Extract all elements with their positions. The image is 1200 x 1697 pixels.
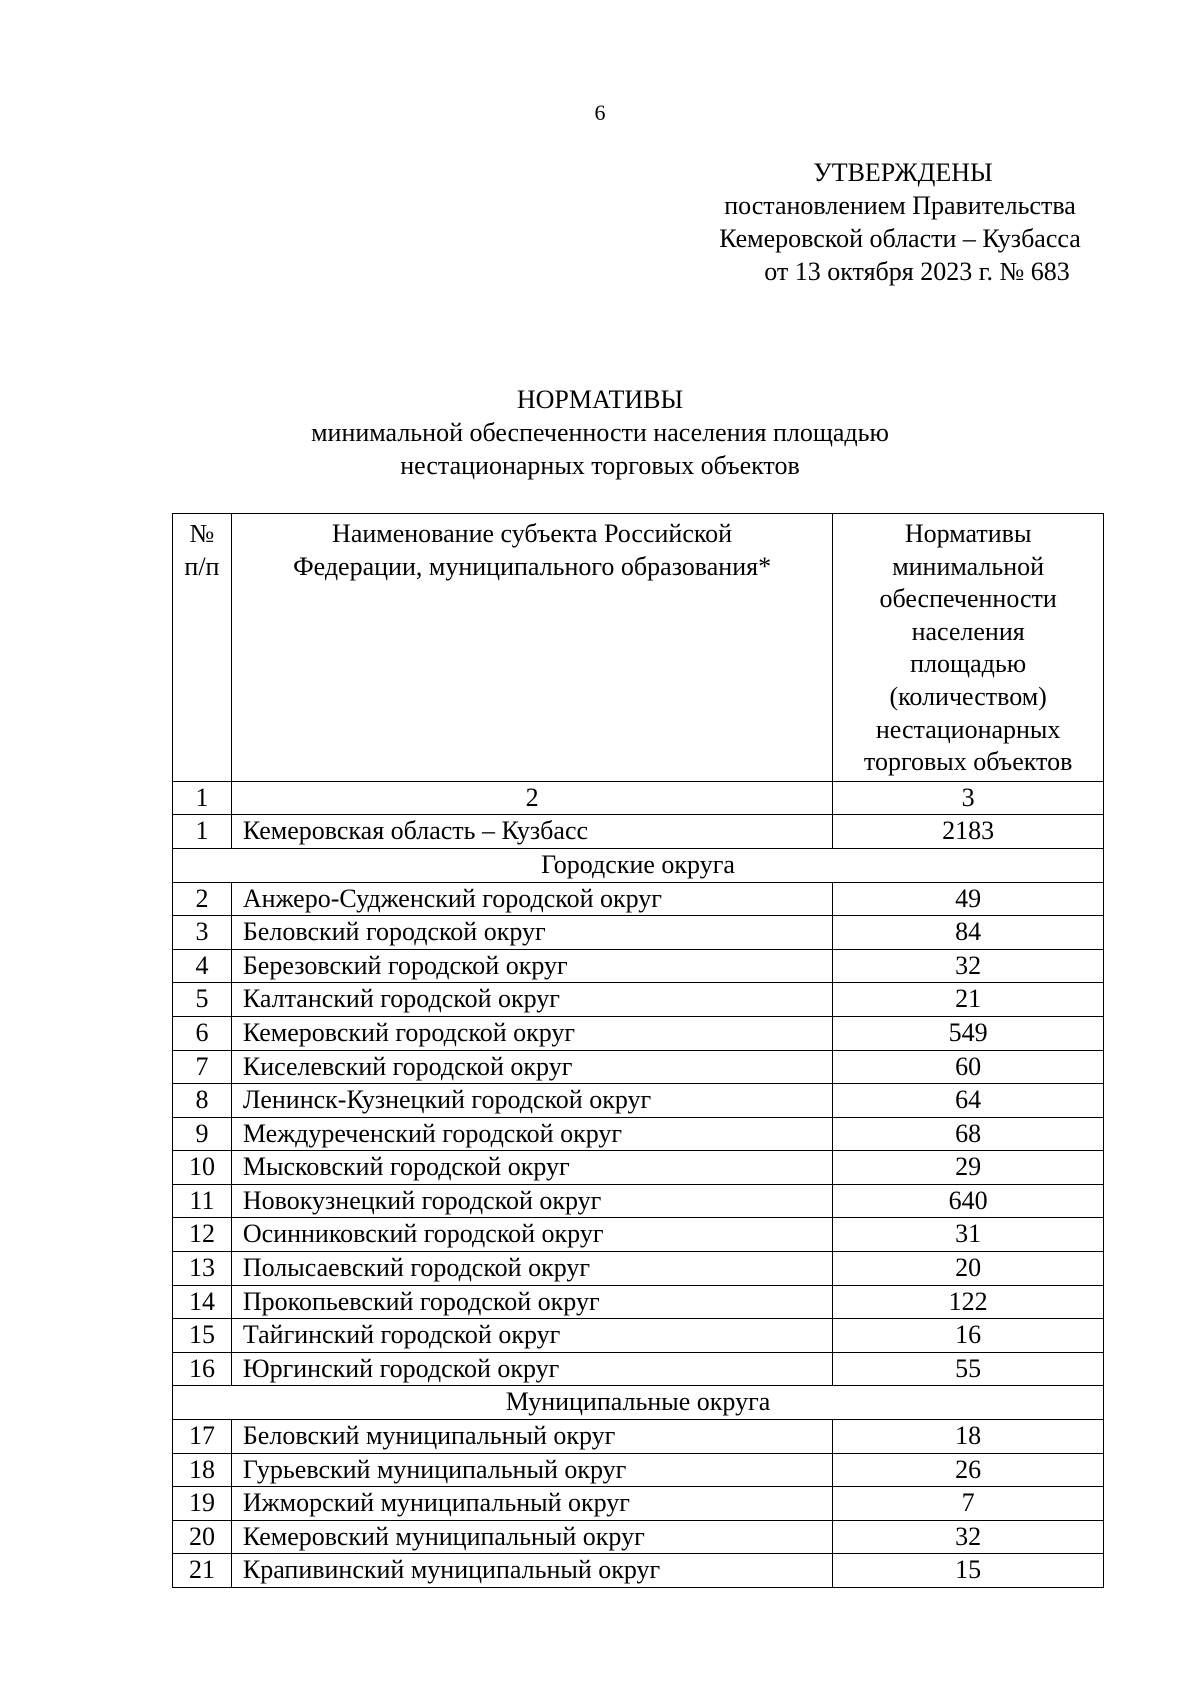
row-name: Крапивинский муниципальный округ [231, 1554, 832, 1588]
row-number: 12 [173, 1218, 232, 1252]
row-number: 3 [173, 916, 232, 950]
row-name: Ленинск-Кузнецкий городской округ [231, 1084, 832, 1118]
row-number: 17 [173, 1420, 232, 1454]
section-row-municipal [173, 1386, 1104, 1420]
title-line-2: минимальной обеспеченности населения площадью [311, 418, 889, 447]
column-number: 1 [173, 781, 232, 815]
section-row-city [173, 848, 1104, 882]
header-number [173, 514, 232, 782]
row-value: 68 [833, 1117, 1104, 1151]
table-row [173, 1151, 1104, 1185]
row-number: 4 [173, 949, 232, 983]
row-name: Полысаевский городской округ [231, 1252, 832, 1286]
approval-line-3: Кемеровской области – Кузбасса [719, 224, 1081, 253]
row-number: 5 [173, 983, 232, 1017]
title-heading: НОРМАТИВЫ [516, 385, 684, 414]
table-row [173, 1218, 1104, 1252]
row-name: Кемеровская область – Кузбасс [231, 815, 832, 849]
table-header-row [173, 514, 1104, 782]
row-number: 21 [173, 1554, 232, 1588]
row-value: 16 [833, 1319, 1104, 1353]
row-number: 1 [173, 815, 232, 849]
table-row [173, 1319, 1104, 1353]
section-title: Муниципальные округа [173, 1386, 1104, 1420]
column-number: 2 [231, 781, 832, 815]
header-value-line: площадью [910, 649, 1027, 679]
approval-heading: УТВЕРЖДЕНЫ [813, 158, 993, 187]
approval-block [690, 156, 1110, 288]
row-value: 20 [833, 1252, 1104, 1286]
header-value [833, 514, 1104, 782]
row-value: 32 [833, 1520, 1104, 1554]
row-name: Беловский городской округ [231, 916, 832, 950]
row-number: 8 [173, 1084, 232, 1118]
document-title [0, 383, 1200, 482]
header-number-symbol: № [189, 519, 215, 548]
row-number: 14 [173, 1285, 232, 1319]
row-value: 60 [833, 1050, 1104, 1084]
page-number: 6 [594, 100, 606, 125]
header-value-line: населения [911, 616, 1025, 646]
row-value: 122 [833, 1285, 1104, 1319]
row-value: 84 [833, 916, 1104, 950]
row-value: 549 [833, 1016, 1104, 1050]
approval-line-2: постановлением Правительства [724, 191, 1076, 220]
row-name: Анжеро-Судженский городской округ [231, 882, 832, 916]
table-row [173, 916, 1104, 950]
table-row [173, 1184, 1104, 1218]
row-name: Междуреченский городской округ [231, 1117, 832, 1151]
row-value: 64 [833, 1084, 1104, 1118]
row-number: 6 [173, 1016, 232, 1050]
header-name [231, 514, 832, 782]
row-value: 15 [833, 1554, 1104, 1588]
row-number: 11 [173, 1184, 232, 1218]
header-value-line: торговых объектов [863, 747, 1073, 777]
table-row [173, 1117, 1104, 1151]
table-row [173, 1050, 1104, 1084]
column-numbers-row [173, 781, 1104, 815]
table-row [173, 1016, 1104, 1050]
table-row [173, 882, 1104, 916]
row-value: 2183 [833, 815, 1104, 849]
header-name-line-1: Наименование субъекта Российской [332, 519, 733, 548]
row-value: 31 [833, 1218, 1104, 1252]
table-row [173, 1252, 1104, 1286]
table-row [173, 1084, 1104, 1118]
column-number: 3 [833, 781, 1104, 815]
row-name: Осинниковский городской округ [231, 1218, 832, 1252]
row-number: 10 [173, 1151, 232, 1185]
section-title: Городские округа [173, 848, 1104, 882]
title-line-3: нестационарных торговых объектов [400, 451, 800, 480]
table-row [173, 1520, 1104, 1554]
row-name: Кемеровский муниципальный округ [231, 1520, 832, 1554]
table-row [173, 1487, 1104, 1521]
row-value: 26 [833, 1453, 1104, 1487]
row-value: 21 [833, 983, 1104, 1017]
row-name: Березовский городской округ [231, 949, 832, 983]
row-name: Тайгинский городской округ [231, 1319, 832, 1353]
table-row [173, 1453, 1104, 1487]
region-row [173, 815, 1104, 849]
row-number: 16 [173, 1352, 232, 1386]
row-name: Гурьевский муниципальный округ [231, 1453, 832, 1487]
row-number: 18 [173, 1453, 232, 1487]
row-number: 20 [173, 1520, 232, 1554]
row-value: 29 [833, 1151, 1104, 1185]
row-value: 32 [833, 949, 1104, 983]
row-name: Мысковский городской округ [231, 1151, 832, 1185]
header-name-line-2: Федерации, муниципального образования* [293, 551, 772, 581]
row-name: Беловский муниципальный округ [231, 1420, 832, 1454]
table-row [173, 983, 1104, 1017]
approval-line-4: от 13 октября 2023 г. № 683 [764, 257, 1070, 286]
row-number: 7 [173, 1050, 232, 1084]
row-number: 15 [173, 1319, 232, 1353]
row-name: Юргинский городской округ [231, 1352, 832, 1386]
row-value: 18 [833, 1420, 1104, 1454]
row-number: 13 [173, 1252, 232, 1286]
header-value-line: нестационарных [875, 714, 1061, 744]
row-name: Кемеровский городской округ [231, 1016, 832, 1050]
header-value-line: обеспеченности [879, 584, 1057, 614]
norms-table [172, 513, 1104, 1588]
table-row [173, 949, 1104, 983]
row-name: Прокопьевский городской округ [231, 1285, 832, 1319]
row-value: 55 [833, 1352, 1104, 1386]
row-value: 49 [833, 882, 1104, 916]
row-name: Новокузнецкий городской округ [231, 1184, 832, 1218]
header-value-line: (количеством) [889, 681, 1047, 711]
header-number-abbr: п/п [184, 551, 220, 581]
row-name: Ижморский муниципальный округ [231, 1487, 832, 1521]
header-value-line: Нормативы [904, 519, 1032, 548]
row-name: Калтанский городской округ [231, 983, 832, 1017]
row-name: Киселевский городской округ [231, 1050, 832, 1084]
row-number: 2 [173, 882, 232, 916]
row-value: 7 [833, 1487, 1104, 1521]
table-row [173, 1554, 1104, 1588]
table-row [173, 1285, 1104, 1319]
row-number: 9 [173, 1117, 232, 1151]
row-number: 19 [173, 1487, 232, 1521]
row-value: 640 [833, 1184, 1104, 1218]
table-row [173, 1420, 1104, 1454]
header-value-line: минимальной [892, 551, 1045, 581]
table-row [173, 1352, 1104, 1386]
